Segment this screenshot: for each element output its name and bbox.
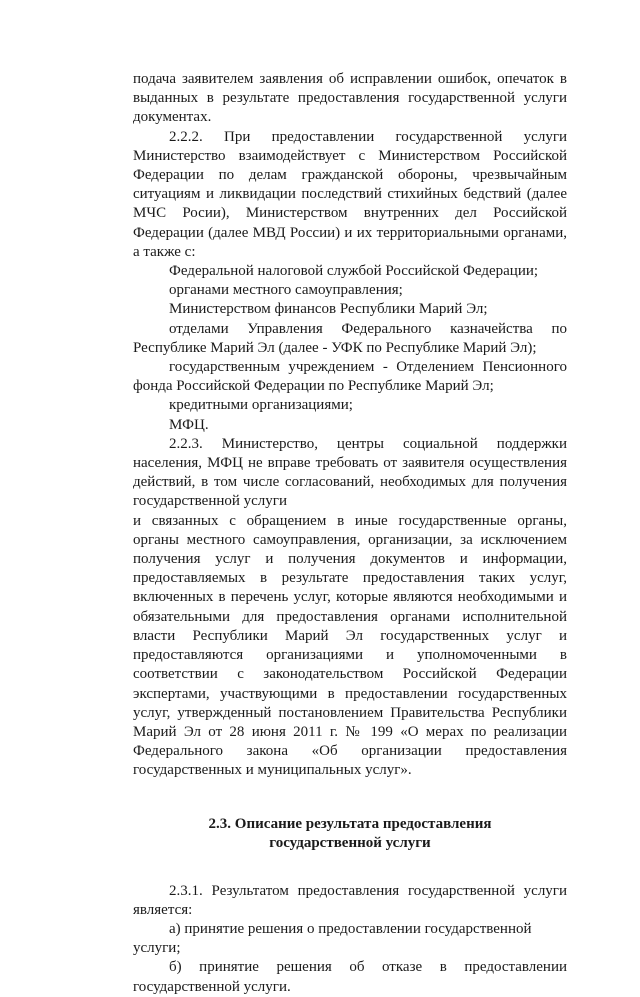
body-text-before-heading [133, 70, 567, 781]
section-heading-line-2: государственной услуги [269, 835, 431, 852]
paragraph: органами местного самоуправления; [169, 282, 403, 299]
paragraph: 2.2.3. Министерство, центры социальной поддержки населения, МФЦ не вправе требовать от заявителя осуществления действий, в том числе согласований, необходимых для получения государственной услуги [133, 435, 567, 510]
section-heading [133, 815, 567, 854]
paragraph: МФЦ. [169, 416, 209, 433]
paragraph: кредитными организациями; [169, 397, 353, 414]
paragraph: подача заявителем заявления об исправлении ошибок, опечаток в выданных в результате предоставления государственной услуги документах. [133, 71, 567, 126]
paragraph: и связанных с обращением в иные государственные органы, органы местного самоуправления, организации, за исключением получения услуг и получения документов и информации, предоставляемых в результате предоставления таких услуг, включенных в перечень услуг, которые являются необходимыми и обязательными для предоставления органами исполнительной власти Республики Марий Эл государственных услуг и предоставляются организациями и уполномоченными в соответствии с законодательством Российской Федерации экспертами, участвующими в предоставлении государственных услуг, утвержденный постановлением Правительства Республики Марий Эл от 28 июня 2011 г. № 199 «О мерах по реализации Федерального закона «Об организации предоставления государственных и муниципальных услуг». [133, 512, 567, 779]
paragraph: Министерством финансов Республики Марий Эл; [169, 301, 488, 318]
body-text-after-heading [133, 882, 567, 997]
paragraph: 2.2.2. При предоставлении государственной услуги Министерство взаимодействует с Министерством Российской Федерации по делам гражданской обороны, чрезвычайным ситуациям и ликвидации последствий стихийных бедствий (далее МЧС Росии), Министерством внутренних дел Российской Федерации (далее МВД России) и их территориальными органами, а также с: [133, 128, 567, 260]
section-heading-line-1: 2.3. Описание результата предоставления [208, 815, 492, 832]
paragraph: б) принятие решения об отказе в предоставлении государственной услуги. [133, 959, 567, 995]
paragraph: 2.3.1. Результатом предоставления государственной услуги является: [133, 882, 567, 918]
text-column [133, 70, 567, 997]
paragraph: Федеральной налоговой службой Российской Федерации; [169, 263, 539, 280]
paragraph: отделами Управления Федерального казначейства по Республике Марий Эл (далее - УФК по Республике Марий Эл); [133, 320, 567, 356]
paragraph: а) принятие решения о предоставлении государственной услуги; [133, 920, 532, 957]
paragraph: государственным учреждением - Отделением Пенсионного фонда Российской Федерации по Республике Марий Эл; [133, 359, 567, 395]
